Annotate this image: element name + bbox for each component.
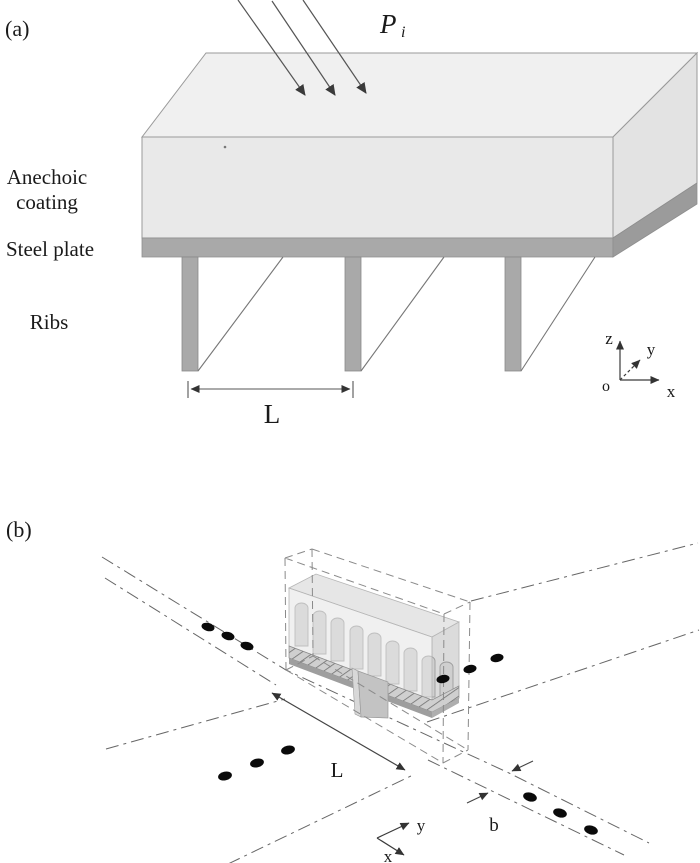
strip-a-lower-line-left [105,578,276,685]
panel-b [6,517,699,863]
rib-2 [345,257,361,371]
pressure-symbol: P [380,9,397,39]
axis-y-label-b: y [416,816,426,835]
dot [522,791,538,803]
cell-length-label: L [330,758,344,782]
axis-origin-label: o [602,378,610,395]
strip-b-upper-line-left [106,699,285,749]
axis-x-label-a: x [666,382,676,401]
axis-z-label: z [605,329,613,348]
dot [201,621,216,632]
axis-y-label-a: y [646,340,656,359]
steel-plate-label: Steel plate [5,237,95,261]
rib-width-arrow-lower [467,793,488,803]
dot [463,664,478,675]
rib-width-arrow-upper [512,761,533,771]
dot [240,640,255,651]
rib-width-label: b [489,815,499,836]
dot [221,630,236,641]
panel-b-tag: (b) [6,517,32,542]
unit-cell-content [289,574,459,718]
rib-spacing-label: L [263,399,281,429]
rib-3 [505,257,521,371]
rib-1 [182,257,198,371]
axis-x-label-b: x [383,847,393,863]
ribs-group [182,257,595,371]
dimension-L-a [188,381,353,398]
steel-plate-front-face [142,238,613,257]
panel-a-tag: (a) [5,16,30,41]
panel-a [5,0,697,429]
coating-top-face [142,53,697,137]
rib-width-arrows [467,761,533,803]
dot [583,824,599,836]
rib-depth-lines [198,257,595,371]
dot [280,744,296,756]
dot [249,757,265,769]
dot [552,807,568,819]
dot [490,653,505,664]
coating-front-face [142,137,613,238]
coating-label-line1: Anechoic [6,165,88,189]
strip-a-lower-line-right [428,760,624,855]
strip-b-upper-line-right [471,543,698,601]
y-axis-b [377,823,409,838]
y-axis [620,360,640,380]
dot [217,770,233,782]
surface-speck [224,146,227,149]
pressure-subscript: i [401,24,406,41]
axes-b [377,823,409,855]
coating-label-line2: coating [16,190,78,214]
strip-b-lower-line-right [427,630,699,722]
ribs-label: Ribs [29,310,69,334]
